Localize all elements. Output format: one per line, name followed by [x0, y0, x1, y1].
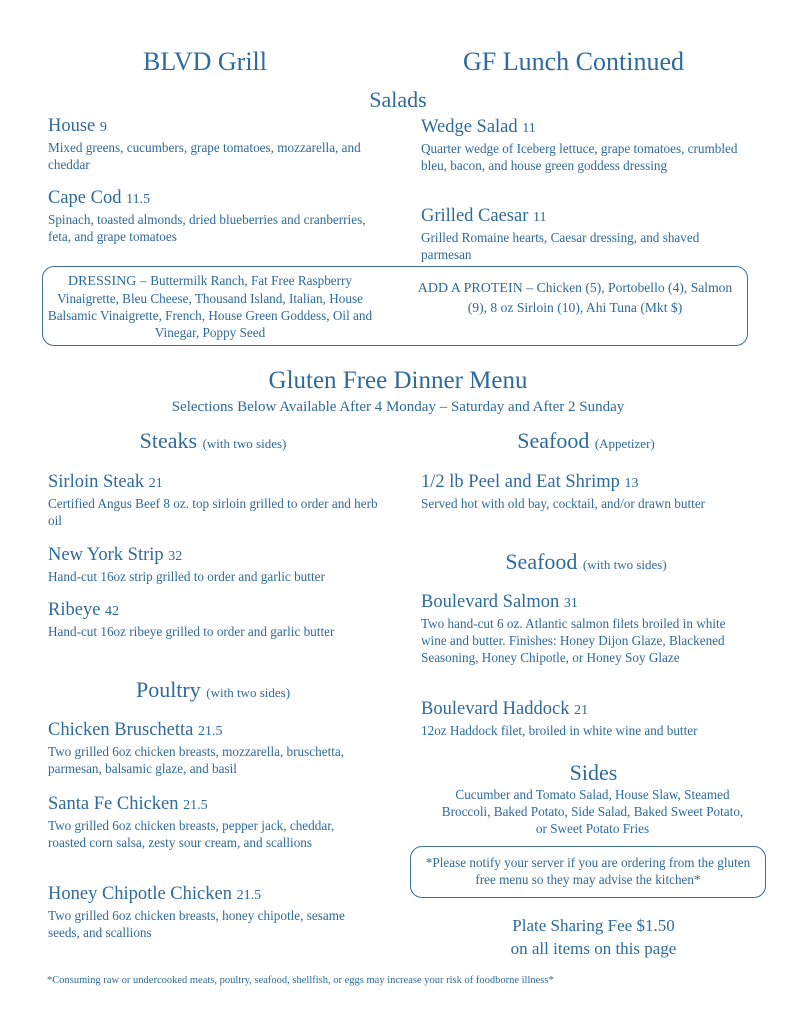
- item-description: Certified Angus Beef 8 oz. top sirloin grilled to order and herb oil: [48, 496, 378, 528]
- item-price: 11: [522, 121, 536, 136]
- item-name: Santa Fe Chicken: [48, 794, 179, 814]
- item-name: Ribeye: [48, 600, 101, 620]
- item-price: 11: [533, 210, 547, 225]
- item-name: Honey Chipotle Chicken: [48, 884, 232, 904]
- sharing-fee-line2: on all items on this page: [510, 939, 677, 958]
- section-note: (with two sides): [202, 436, 287, 451]
- salads-heading: Salads: [369, 87, 427, 112]
- item-price: 21.5: [236, 888, 262, 903]
- plate-sharing-fee: [421, 914, 766, 960]
- section-note: (with two sides): [582, 557, 667, 572]
- section-note: (with two sides): [206, 685, 291, 700]
- sides-heading: Sides: [569, 760, 618, 785]
- item-name: House: [48, 116, 96, 136]
- restaurant-title: BLVD Grill: [143, 47, 267, 76]
- item-description: Two hand-cut 6 oz. Atlantic salmon filets broiled in white wine and butter. Finishes: Honey Dijon Glaze, Blackened Seasoning, Honey Chipotle, or Honey Soy Glaze: [421, 616, 726, 665]
- item-name: New York Strip: [48, 545, 164, 565]
- item-name: Boulevard Salmon: [421, 592, 560, 612]
- dressing-options: [44, 272, 376, 341]
- item-name: Chicken Bruschetta: [48, 720, 194, 740]
- item-description: Served hot with old bay, cocktail, and/or drawn butter: [421, 496, 706, 511]
- item-description: Spinach, toasted almonds, dried blueberries and cranberries, feta, and grape tomatoes: [48, 212, 366, 244]
- item-price: 31: [563, 596, 578, 611]
- sharing-fee-line1: Plate Sharing Fee $1.50: [512, 916, 675, 935]
- item-name: Grilled Caesar: [421, 206, 529, 226]
- item-description: Two grilled 6oz chicken breasts, honey chipotle, sesame seeds, and scallions: [48, 908, 345, 940]
- item-price: 42: [105, 604, 120, 619]
- protein-list: Chicken (5), Portobello (4), Salmon (9), 8 oz Sirloin (10), Ahi Tuna (Mkt $): [467, 280, 733, 315]
- item-price: 11.5: [126, 192, 151, 207]
- menu-item-chicken-bruschetta: [48, 719, 368, 777]
- item-price: 21.5: [183, 798, 208, 813]
- dinner-availability: Selections Below Available After 4 Monday – Saturday and After 2 Sunday: [171, 399, 625, 415]
- item-description: Mixed greens, cucumbers, grape tomatoes, mozzarella, and cheddar: [48, 140, 361, 172]
- gluten-free-notice: *Please notify your server if you are ordering from the gluten free menu so they may advise the kitchen*: [425, 855, 751, 887]
- seafood-entree-heading: [421, 549, 751, 578]
- item-description: Grilled Romaine hearts, Caesar dressing, and shaved parmesan: [421, 230, 700, 262]
- menu-item-grilled-caesar: [421, 205, 721, 263]
- item-name: Cape Cod: [48, 188, 122, 208]
- section-title: Seafood: [517, 428, 590, 453]
- menu-item-honey-chipotle-chicken: [48, 883, 358, 941]
- item-name: Sirloin Steak: [48, 472, 145, 492]
- menu-item-boulevard-salmon: [421, 591, 746, 666]
- poultry-heading: [48, 677, 378, 706]
- page-title: GF Lunch Continued: [463, 47, 684, 76]
- protein-label: ADD A PROTEIN –: [417, 281, 534, 296]
- item-name: Wedge Salad: [421, 117, 518, 137]
- item-price: 13: [624, 476, 639, 491]
- item-description: Quarter wedge of Iceberg lettuce, grape tomatoes, crumbled bleu, bacon, and house green goddess dressing: [421, 141, 738, 173]
- item-description: Hand-cut 16oz strip grilled to order and garlic butter: [48, 569, 325, 584]
- item-description: 12oz Haddock filet, broiled in white wine and butter: [421, 723, 698, 738]
- menu-item-sirloin: [48, 471, 393, 529]
- menu-item-ny-strip: [48, 544, 393, 585]
- dinner-menu-title: Gluten Free Dinner Menu: [268, 367, 528, 394]
- seafood-appetizer-heading: [421, 428, 751, 457]
- section-title: Poultry: [135, 677, 201, 702]
- menu-item-wedge-salad: [421, 116, 751, 174]
- food-safety-disclaimer: *Consuming raw or undercooked meats, poultry, seafood, shellfish, or eggs may increase your risk of foodborne illness*: [47, 975, 554, 986]
- item-price: 9: [99, 120, 107, 135]
- section-title: Seafood: [505, 549, 578, 574]
- dressing-label: DRESSING –: [67, 274, 147, 289]
- menu-item-boulevard-haddock: [421, 698, 766, 739]
- sides-list: Cucumber and Tomato Salad, House Slaw, Steamed Broccoli, Baked Potato, Side Salad, Baked Sweet Potato, or Sweet Potato Fries: [441, 787, 744, 836]
- add-protein-options: [410, 278, 740, 317]
- item-description: Two grilled 6oz chicken breasts, mozzarella, bruschetta, parmesan, balsamic glaze, and basil: [48, 744, 345, 776]
- item-description: Two grilled 6oz chicken breasts, pepper jack, cheddar, roasted corn salsa, zesty sour cream, and scallions: [48, 818, 335, 850]
- menu-item-ribeye: [48, 599, 348, 640]
- menu-item-house: [48, 115, 378, 173]
- menu-item-shrimp: [421, 471, 731, 512]
- item-description: Hand-cut 16oz ribeye grilled to order and garlic butter: [48, 624, 335, 639]
- item-price: 21: [574, 703, 589, 718]
- item-price: 21: [148, 476, 163, 491]
- item-name: 1/2 lb Peel and Eat Shrimp: [421, 472, 620, 492]
- dressing-list: Buttermilk Ranch, Fat Free Raspberry Vinaigrette, Bleu Cheese, Thousand Island, Italian, House Balsamic Vinaigrette, French, House Green Goddess, Oil and Vinegar, Poppy Seed: [47, 273, 373, 340]
- section-title: Steaks: [139, 428, 198, 453]
- item-name: Boulevard Haddock: [421, 699, 570, 719]
- item-price: 32: [168, 549, 183, 564]
- item-price: 21.5: [198, 724, 223, 739]
- menu-item-santa-fe-chicken: [48, 793, 368, 851]
- section-note: (Appetizer): [594, 436, 655, 451]
- steaks-heading: [48, 428, 378, 457]
- menu-item-cape-cod: [48, 187, 378, 245]
